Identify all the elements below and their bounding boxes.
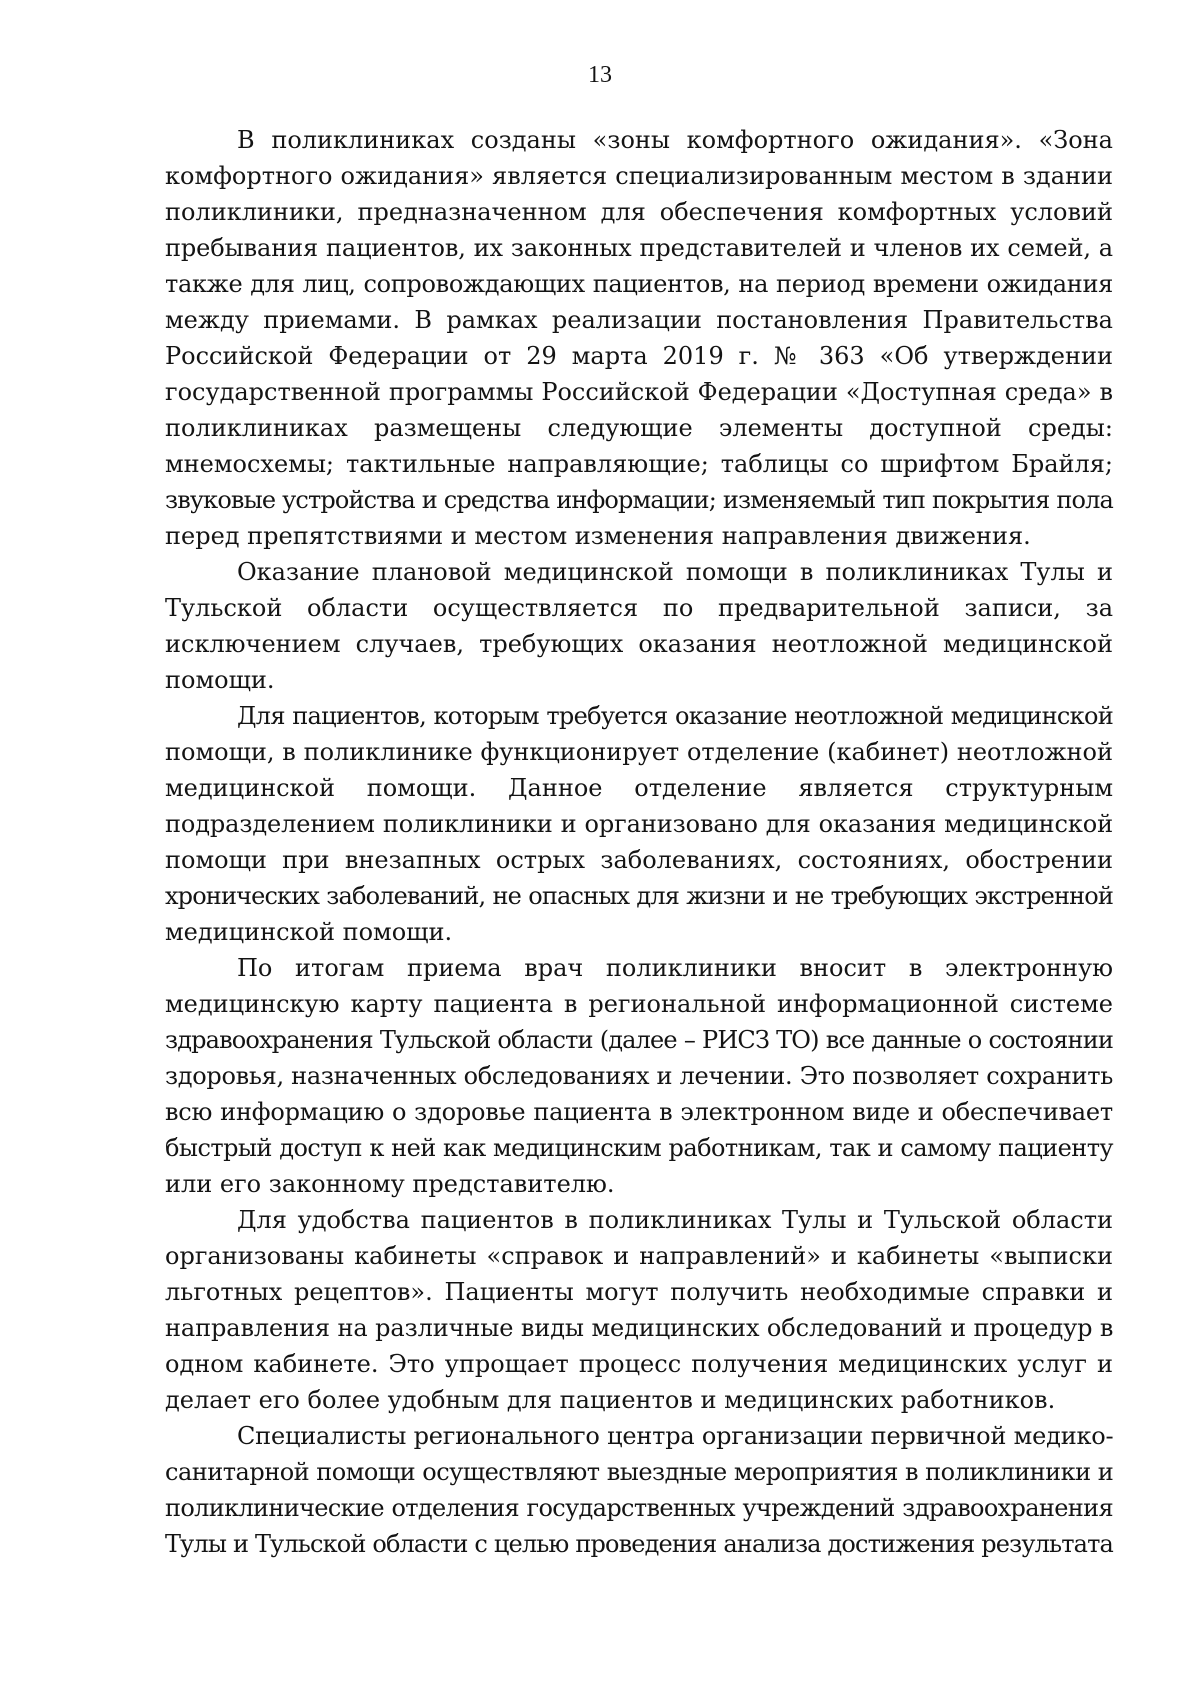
- text-line: всю информацию о здоровье пациента в электронном виде и обеспечивает: [165, 1098, 1113, 1126]
- text-line: государственной программы Российской Федерации «Доступная среда» в: [165, 378, 1113, 406]
- paragraph-planned-care: [165, 554, 1113, 698]
- text-line: организованы кабинеты «справок и направлений» и кабинеты «выписки: [165, 1242, 1113, 1270]
- text-line: льготных рецептов». Пациенты могут получить необходимые справки и: [165, 1278, 1113, 1306]
- text-line: подразделением поликлиники и организовано для оказания медицинской: [165, 810, 1113, 838]
- text-line: между приемами. В рамках реализации постановления Правительства: [165, 306, 1113, 334]
- text-line: медицинской помощи.: [165, 918, 453, 946]
- text-line: Для удобства пациентов в поликлиниках Тулы и Тульской области: [237, 1206, 1113, 1234]
- text-line: мнемосхемы; тактильные направляющие; таблицы со шрифтом Брайля;: [165, 450, 1113, 478]
- paragraph-urgent-care: [165, 698, 1113, 950]
- text-line: комфортного ожидания» является специализированным местом в здании: [165, 162, 1113, 190]
- text-line: поликлиниках размещены следующие элементы доступной среды:: [165, 414, 1113, 442]
- text-line: или его законному представителю.: [165, 1170, 615, 1198]
- text-line: пребывания пациентов, их законных представителей и членов их семей, а: [165, 234, 1113, 262]
- text-line: медицинской помощи. Данное отделение является структурным: [165, 774, 1113, 802]
- text-line: санитарной помощи осуществляют выездные мероприятия в поликлиники и: [165, 1458, 1114, 1486]
- text-line: хронических заболеваний, не опасных для жизни и не требующих экстренной: [165, 882, 1113, 910]
- text-line: Специалисты регионального центра организации первичной медико-: [237, 1422, 1114, 1450]
- text-line: направления на различные виды медицинских обследований и процедур в: [165, 1314, 1114, 1342]
- paragraph-comfort-zones: [165, 122, 1113, 554]
- text-line: здоровья, назначенных обследованиях и лечении. Это позволяет сохранить: [165, 1062, 1113, 1090]
- paragraph-electronic-records: [165, 950, 1113, 1202]
- text-line: поликлиники, предназначенном для обеспечения комфортных условий: [165, 198, 1113, 226]
- text-line: здравоохранения Тульской области (далее – РИСЗ ТО) все данные о состоянии: [165, 1026, 1113, 1054]
- text-line: Тулы и Тульской области с целью проведения анализа достижения результата: [165, 1530, 1113, 1558]
- text-line: помощи при внезапных острых заболеваниях, состояниях, обострении: [165, 846, 1113, 874]
- text-line: исключением случаев, требующих оказания неотложной медицинской: [165, 630, 1113, 658]
- paragraph-regional-center: [165, 1418, 1113, 1562]
- text-line: одном кабинете. Это упрощает процесс получения медицинских услуг и: [165, 1350, 1113, 1378]
- text-line: также для лиц, сопровождающих пациентов, на период времени ожидания: [165, 270, 1113, 298]
- text-line: Тульской области осуществляется по предварительной записи, за: [165, 594, 1113, 622]
- text-line: поликлинические отделения государственных учреждений здравоохранения: [165, 1494, 1113, 1522]
- text-line: Российской Федерации от 29 марта 2019 г. № 363 «Об утверждении: [165, 342, 1113, 370]
- text-line: По итогам приема врач поликлиники вносит в электронную: [237, 954, 1113, 982]
- text-line: звуковые устройства и средства информации; изменяемый тип покрытия пола: [165, 486, 1113, 514]
- text-line: медицинскую карту пациента в региональной информационной системе: [165, 990, 1113, 1018]
- text-line: Оказание плановой медицинской помощи в поликлиниках Тулы и: [237, 558, 1113, 586]
- text-line: делает его более удобным для пациентов и медицинских работников.: [165, 1386, 1056, 1414]
- text-line: быстрый доступ к ней как медицинским работникам, так и самому пациенту: [165, 1134, 1113, 1162]
- document-body: [165, 122, 1113, 1562]
- text-line: помощи.: [165, 666, 275, 694]
- text-line: помощи, в поликлинике функционирует отделение (кабинет) неотложной: [165, 738, 1113, 766]
- text-line: перед препятствиями и местом изменения направления движения.: [165, 522, 1031, 550]
- page-number: 13: [588, 62, 612, 88]
- text-line: В поликлиниках созданы «зоны комфортного ожидания». «Зона: [237, 126, 1113, 154]
- text-line: Для пациентов, которым требуется оказание неотложной медицинской: [237, 702, 1113, 730]
- paragraph-certificate-offices: [165, 1202, 1113, 1418]
